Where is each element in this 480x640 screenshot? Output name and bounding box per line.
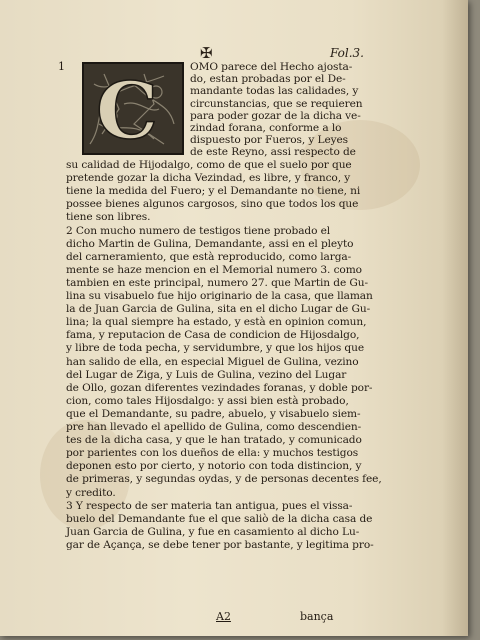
decorated-initial-letter xyxy=(82,62,184,155)
text-line: dicho Martin de Gulina, Demandante, assi en el pleyto xyxy=(66,237,354,250)
text-line: fama, y reputacion de Casa de condicion de Hijosdalgo, xyxy=(66,329,360,342)
text-line: mente se haze mencion en el Memorial numero 3. como xyxy=(66,263,362,276)
paragraph-number: 1 xyxy=(58,60,65,73)
text-line: pre han llevado el apellido de Gulina, como descendien- xyxy=(66,421,362,433)
text-line: para poder gozar de la dicha ve- xyxy=(190,109,361,122)
text-line: del Lugar de Ziga, y Luis de Gulina, vezino del Lugar xyxy=(66,368,347,381)
initial-letter-glyph: C xyxy=(96,66,159,153)
text-line: do, estan probadas por el De- xyxy=(190,73,346,86)
folio-number: Fol.3. xyxy=(330,46,364,60)
text-line: possee bienes algunos cargosos, sino que todos los que xyxy=(66,198,359,211)
text-line: y credito. xyxy=(66,486,116,499)
text-line: del carneramiento, que està reproducido, como larga- xyxy=(66,250,352,263)
text-line: deponen esto por cierto, y notorio con toda distincion, y xyxy=(66,460,362,473)
text-line: lina su visabuelo fue hijo originario de la casa, que llaman xyxy=(66,290,373,302)
text-line: tes de la dicha casa, y que le han tratado, y comunicado xyxy=(66,434,362,447)
text-line: de este Reyno, assi respecto de xyxy=(190,146,356,159)
text-line: tambien en este principal, numero 27. que Martin de Gu- xyxy=(66,276,368,289)
text-line: de Ollo, gozan diferentes vezindades foranas, y doble por- xyxy=(66,381,373,394)
woodcut-initial-icon xyxy=(84,64,182,153)
catchword: bança xyxy=(300,610,334,623)
cross-ornament-icon: ✠ xyxy=(200,44,213,62)
text-line: OMO parece del Hecho ajosta- xyxy=(190,61,353,73)
text-line: han salido de ella, en especial Miguel de Gulina, vezino xyxy=(66,355,359,368)
text-line: de primeras, y segundas oydas, y de personas decentes fee, xyxy=(66,473,382,486)
text-line: gar de Açança, se debe tener por bastante, y legitima pro- xyxy=(66,538,374,551)
text-line: que el Demandante, su padre, abuelo, y visabuelo siem- xyxy=(66,407,361,420)
text-line: pretende gozar la dicha Vezindad, es libre, y franco, y xyxy=(66,172,351,185)
text-line: 2 Con mucho numero de testigos tiene probado el xyxy=(66,224,331,237)
text-line: su calidad de Hijodalgo, como de que el suelo por que xyxy=(66,159,352,171)
text-line: Juan Garcia de Gulina, y fue en casamiento al dicho Lu- xyxy=(66,525,360,538)
text-line: buelo del Demandante fue el que saliò de la dicha casa de xyxy=(66,512,373,525)
text-line: 3 Y respecto de ser materia tan antigua, pues el vissa- xyxy=(66,499,353,512)
text-line: zindad forana, conforme a lo xyxy=(190,122,342,134)
text-line: cion, como tales Hijosdalgo: y assi bien està probado, xyxy=(66,394,349,407)
text-line: por parientes con los dueños de ella: y muchos testigos xyxy=(66,447,359,460)
text-line: circunstancias, que se requieren xyxy=(190,97,363,110)
text-line: lina; la qual siempre ha estado, y està en opinion comun, xyxy=(66,316,367,329)
text-line: la de Juan Garcia de Gulina, sita en el dicho Lugar de Gu- xyxy=(66,303,371,316)
text-line: tiene la medida del Fuero; y el Demandante no tiene, ni xyxy=(66,185,361,198)
text-line: dispuesto por Fueros, y Leyes xyxy=(190,134,349,147)
text-line: tiene son libres. xyxy=(66,211,151,224)
text-line: mandante todas las calidades, y xyxy=(190,85,359,98)
text-line: y libre de toda pecha, y servidumbre, y que los hijos que xyxy=(66,342,364,355)
signature-mark: A2 xyxy=(216,610,231,623)
